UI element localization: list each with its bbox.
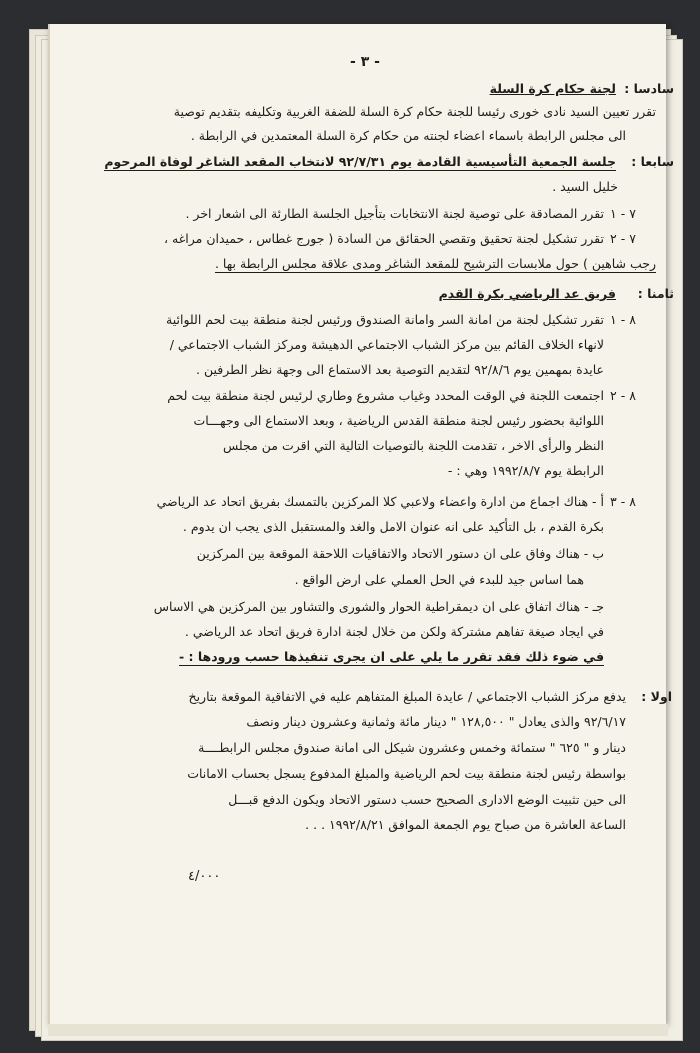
item-7-1-number: ٧ - ١	[610, 206, 636, 221]
page-bottom-edge	[48, 1024, 668, 1036]
first-line-6: الساعة العاشرة من صباح يوم الجمعة الموافق ١٩٩٢/٨/٢١ . . .	[305, 817, 626, 832]
item-8-2-line-4: الرابطة يوم ١٩٩٢/٨/٧ وهي : -	[447, 463, 604, 478]
item-8-2-line-3: النظر والرأى الاخر ، تقدمت اللجنة بالتوصيات التالية التي اقرت من مجلس	[222, 438, 604, 453]
item-8-3-line-2: بكرة القدم ، بل التأكيد على انه عنوان الامل والغد والمستقبل الذى يجب ان يدوم .	[182, 519, 604, 534]
document-page	[48, 24, 674, 1024]
section-7-label: سابعا :	[631, 154, 674, 169]
item-8-3-line-1: أ - هناك اجماع من ادارة واعضاء ولاعبي كلا المركزين بالتمسك بفريق اتحاد عد الرياضي	[156, 494, 604, 509]
page-number: - ٣ -	[350, 54, 380, 70]
item-7-2-line-2: رجب شاهين ) حول ملابسات الترشيح للمقعد الشاغر ومدى علاقة مجلس الرابطة بها .	[214, 256, 656, 271]
first-line-4: بواسطة رئيس لجنة منطقة بيت لحم الرياضية والمبلغ المدفوع يسجل بحساب الامانات	[187, 766, 626, 781]
item-8-3-line-3: ب - هناك وفاق على ان دستور الاتحاد والاتفاقيات اللاحقة الموقعة بين المركزين	[196, 546, 604, 561]
item-8-3-line-4: هما اساس جيد للبدء في الحل العملي على ارض الواقع .	[294, 572, 584, 587]
item-7-1-line-1: تقرر المصادقة على توصية لجنة الانتخابات بتأجيل الجلسة الطارئة الى اشعار اخر .	[185, 206, 604, 221]
item-7-2-number: ٧ - ٢	[610, 231, 636, 246]
first-label: اولا :	[641, 689, 672, 704]
section-6-line-1: تقرر تعيين السيد نادى خورى رئيسا للجنة حكام كرة السلة للضفة الغربية وتكليفه بتقديم توصية	[173, 104, 656, 119]
item-8-1-line-2: لانهاء الخلاف القائم بين مركز الشباب الاجتماعي الدهيشة ومركز الشباب الاجتماعي /	[169, 337, 604, 352]
item-8-2-number: ٨ - ٢	[610, 388, 636, 403]
item-8-2-line-1: اجتمعت اللجنة في الوقت المحدد وغياب مشروع وطاري لرئيس لجنة منطقة بيت لحم	[167, 388, 604, 403]
first-line-2: ٩٢/٦/١٧ والذى يعادل " ١٢٨,٥٠٠ " دينار مائة وثمانية وعشرون دينار ونصف	[246, 714, 626, 729]
item-8-3-line-6: في ايجاد صيغة تفاهم مشتركة ولكن من خلال لجنة ادارة فريق اتحاد عد الرياضي .	[184, 624, 604, 639]
section-6-line-2: الى مجلس الرابطة باسماء اعضاء لجنته من حكام كرة السلة المعتمدين في الرابطة .	[190, 128, 626, 143]
document-body	[50, 24, 674, 1024]
footer-code: ٤/٠٠٠	[188, 869, 221, 884]
item-8-1-line-1: تقرر تشكيل لجنة من امانة السر وامانة الصندوق ورئيس لجنة منطقة بيت لحم اللوائية	[166, 312, 604, 327]
section-8-label: ثامنا :	[637, 286, 674, 301]
item-8-3-line-5: جـ - هناك اتفاق على ان ديمقراطية الحوار والشورى والتشاور بين المركزين هي الاساس	[153, 599, 604, 614]
first-line-1: يدفع مركز الشباب الاجتماعي / عايدة المبلغ المتفاهم عليه في الاتفاقية الموقعة بتاريخ	[188, 689, 626, 704]
item-7-2-line-1: تقرر تشكيل لجنة تحقيق وتقصي الحقائق من السادة ( جورج غطاس ، حميدان مراغه ،	[164, 231, 604, 246]
item-8-3-line-7: في ضوء ذلك فقد تقرر ما يلي على ان يجرى تنفيذها حسب ورودها : -	[178, 649, 604, 664]
section-7-heading: جلسة الجمعية التأسيسية القادمة يوم ٩٢/٧/٣١ لانتخاب المقعد الشاغر لوفاة المرحوم	[104, 154, 616, 169]
section-6-heading: لجنة حكام كرة السلة	[489, 81, 616, 96]
section-8-heading: فريق عد الرياضي بكرة القدم	[438, 286, 616, 301]
first-line-5: الى حين تثبيت الوضع الادارى الصحيح حسب دستور الاتحاد ويكون الدفع قبـــل	[228, 792, 626, 807]
item-8-2-line-2: اللوائية بحضور رئيس لجنة منطقة القدس الرياضية ، وبعد الاستماع الى وجهـــات	[193, 413, 604, 428]
first-line-3: دينار و " ٦٢٥ " ستمائة وخمس وعشرون شيكل الى امانة صندوق مجلس الرابطــــة	[198, 740, 626, 755]
item-8-1-line-3: عايدة بمهمين يوم ٩٢/٨/٦ لتقديم التوصية بعد الاستماع الى وجهة نظر الطرفين .	[196, 362, 604, 377]
section-7-heading-cont: خليل السيد .	[552, 179, 618, 194]
section-6-label: سادسا :	[624, 81, 674, 96]
item-8-1-number: ٨ - ١	[610, 312, 636, 327]
item-8-3-number: ٨ - ٣	[610, 494, 636, 509]
